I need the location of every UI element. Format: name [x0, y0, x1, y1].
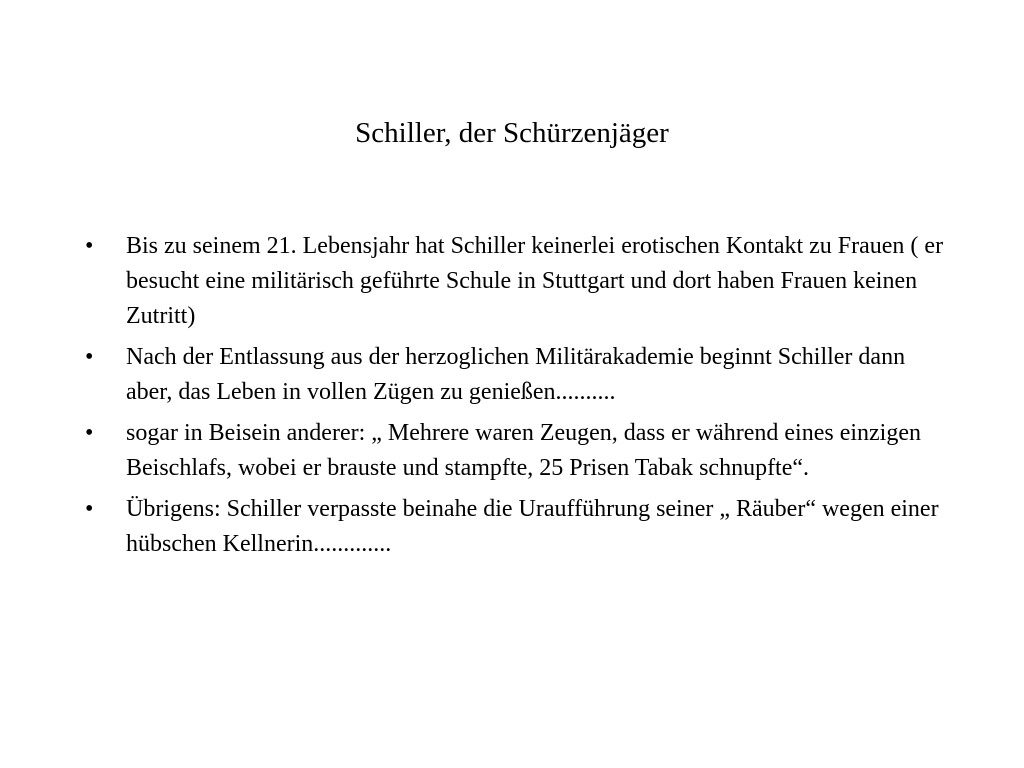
- bullet-text: Nach der Entlassung aus der herzoglichen Militärakademie beginnt Schiller dann aber, das Leben in vollen Zügen zu genießen..........: [126, 344, 906, 405]
- bullet-marker-icon: •: [85, 496, 94, 522]
- bullet-text: Bis zu seinem 21. Lebensjahr hat Schiller keinerlei erotischen Kontakt zu Frauen ( er besucht eine militärisch geführte Schule in Stuttgart und dort haben Frauen keinen Zutritt): [126, 233, 944, 329]
- bullet-item: [85, 229, 945, 334]
- bullet-list: [85, 229, 945, 568]
- bullet-marker-icon: •: [85, 344, 94, 370]
- slide-title: Schiller, der Schürzenjäger: [355, 117, 669, 149]
- bullet-text: sogar in Beisein anderer: „ Mehrere waren Zeugen, dass er während eines einzigen Beischlafs, wobei er brauste und stampfte, 25 Prisen Tabak schnupfte“.: [126, 420, 921, 481]
- bullet-text: Übrigens: Schiller verpasste beinahe die Uraufführung seiner „ Räuber“ wegen einer hübschen Kellnerin.............: [126, 496, 939, 557]
- bullet-item: [85, 492, 945, 562]
- bullet-marker-icon: •: [85, 420, 94, 446]
- bullet-item: [85, 340, 945, 410]
- bullet-item: [85, 416, 945, 486]
- bullet-marker-icon: •: [85, 233, 94, 259]
